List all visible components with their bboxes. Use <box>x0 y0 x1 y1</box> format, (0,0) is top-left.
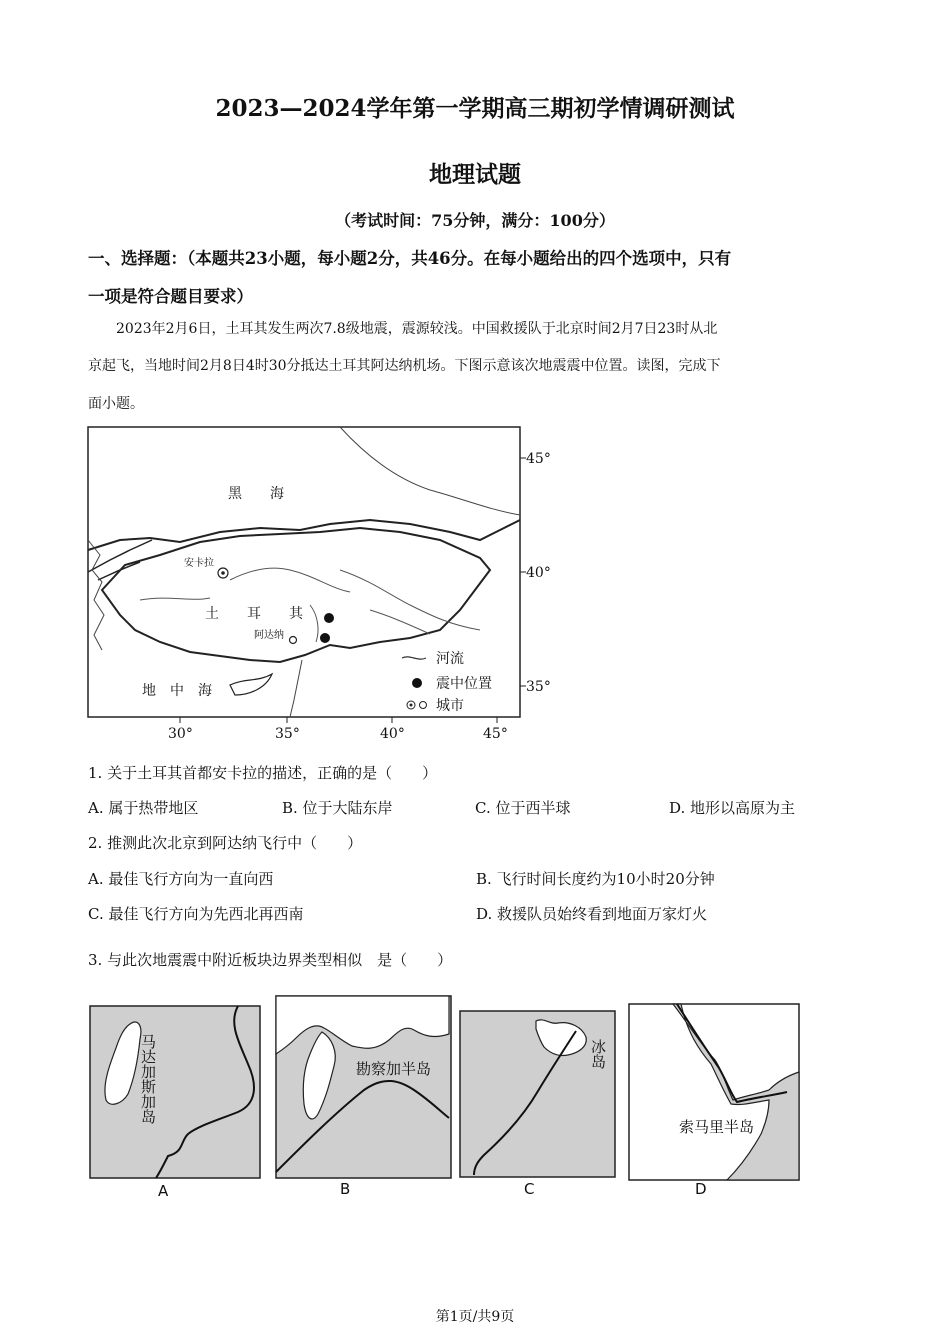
exam-info: （考试时间：75分钟，满分：100分） <box>335 211 615 230</box>
letter-d: D <box>695 1180 707 1198</box>
lat-label-40: 40° <box>526 565 551 581</box>
legend-city-icon <box>420 702 427 709</box>
plate-map-c[interactable] <box>458 1009 618 1200</box>
passage-line2: 京起飞，当地时间2月8日4时30分抵达土耳其阿达纳机场。下图示意该次地震震中位置。读图，完成下 <box>88 358 721 374</box>
label-ankara: 安卡拉 <box>184 558 214 569</box>
adana-city-icon <box>290 637 297 644</box>
legend-capital-dot-icon <box>410 704 413 707</box>
lon-label-40: 40° <box>380 726 405 742</box>
label-mediterranean: 地 中 海 <box>142 683 212 699</box>
q1-option-d[interactable]: D. 地形以高原为主 <box>669 799 796 817</box>
legend-city-label: 城市 <box>436 698 464 714</box>
letter-c: C <box>524 1180 535 1198</box>
q1-option-a[interactable]: A. 属于热带地区 <box>88 799 199 817</box>
subject-title: 地理试题 <box>429 161 521 188</box>
q2-option-a[interactable]: A. 最佳飞行方向为一直向西 <box>88 870 274 888</box>
plate-map-d[interactable] <box>627 1002 802 1200</box>
label-somali: 索马里半岛 <box>679 1118 755 1136</box>
section-heading-line1: 一、选择题：（本题共23小题，每小题2分，共46分。在每小题给出的四个选项中，只有 <box>88 249 732 268</box>
label-iceland: 冰岛 <box>589 1039 607 1069</box>
section-heading-line2: 一项是符合题目要求） <box>88 287 253 306</box>
turkey-earthquake-map <box>80 420 560 750</box>
label-adana: 阿达纳 <box>254 630 284 641</box>
lat-label-45: 45° <box>526 451 551 467</box>
capital-dot-icon <box>221 571 225 575</box>
label-madagascar: 马达加斯加岛 <box>139 1034 157 1124</box>
map-c-frame <box>460 1011 615 1177</box>
plate-map-b[interactable] <box>274 994 454 1200</box>
q1-option-b[interactable]: B. 位于大陆东岸 <box>282 799 393 817</box>
q2-option-d[interactable]: D. 救援队员始终看到地面万家灯火 <box>476 905 708 923</box>
lon-label-30: 30° <box>168 726 193 742</box>
lon-label-35: 35° <box>275 726 300 742</box>
legend-river-label: 河流 <box>436 651 464 667</box>
q2-option-b[interactable]: B. 飞行时间长度约为10小时20分钟 <box>476 870 715 888</box>
main-title: 2023—2024学年第一学期高三期初学情调研测试 <box>215 95 735 122</box>
question-2-stem: 2. 推测此次北京到阿达纳飞行中（ ） <box>88 834 363 852</box>
letter-b: B <box>340 1180 351 1198</box>
question-1-stem: 1. 关于土耳其首都安卡拉的描述，正确的是（ ） <box>88 764 438 782</box>
passage-line3: 面小题。 <box>88 396 144 412</box>
label-turkey: 土 耳 其 <box>205 606 303 622</box>
label-black-sea: 黑 海 <box>228 486 284 502</box>
lon-label-45: 45° <box>483 726 508 742</box>
epicenter-2-icon <box>320 633 330 643</box>
legend-epicenter-icon <box>412 678 422 688</box>
lat-label-35: 35° <box>526 679 551 695</box>
letter-a: A <box>158 1182 169 1200</box>
question-3-stem: 3. 与此次地震震中附近板块边界类型相似 是（ ） <box>88 951 453 969</box>
plate-map-a[interactable] <box>88 1004 263 1200</box>
q2-option-c[interactable]: C. 最佳飞行方向为先西北再西南 <box>88 905 304 923</box>
map-frame <box>88 427 520 717</box>
epicenter-1-icon <box>324 613 334 623</box>
label-kamchatka: 勘察加半岛 <box>356 1060 432 1078</box>
legend-epicenter-label: 震中位置 <box>436 676 492 692</box>
page-footer: 第1页/共9页 <box>435 1309 515 1325</box>
passage-line1: 2023年2月6日，土耳其发生两次7.8级地震，震源较浅。中国救援队于北京时间2月7日23时从北 <box>116 321 718 337</box>
q1-option-c[interactable]: C. 位于西半球 <box>475 799 571 817</box>
